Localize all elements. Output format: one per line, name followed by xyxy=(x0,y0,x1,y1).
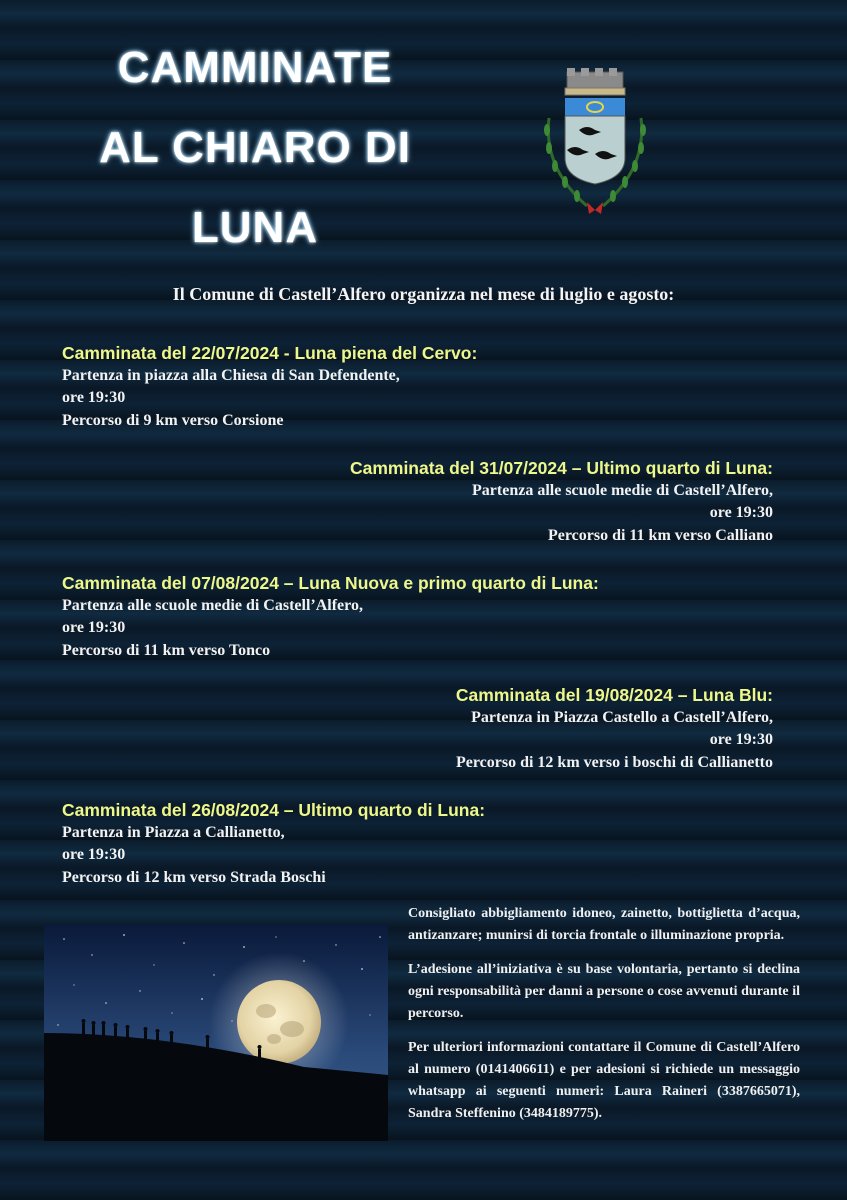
event-route: Percorso di 11 km verso Tonco xyxy=(62,641,271,659)
note-contacts: Per ulteriori informazioni contattare il Comune di Castell’Alfero al numero (0141406611) e per adesioni si richiede un messaggio whatsapp ai seguenti numeri: Laura Raineri (3387665071), Sandra Steffenino (3484189775). xyxy=(408,1040,800,1121)
note-liability: L’adesione all’iniziativa è su base volontaria, pertanto si declina ogni responsabilità per danni a persone o cose avvenuti durante il percorso. xyxy=(408,962,800,1021)
notes-block xyxy=(408,903,800,1137)
event-title: Camminata del 07/08/2024 – Luna Nuova e primo quarto di Luna: xyxy=(62,573,599,593)
intro-text: Il Comune di Castell’Alfero organizza nel mese di luglio e agosto: xyxy=(172,284,675,304)
event-start: Partenza in Piazza Castello a Castell’Alfero, xyxy=(471,708,773,726)
event-start: Partenza alle scuole medie di Castell’Alfero, xyxy=(472,481,773,499)
event-2 xyxy=(350,457,773,547)
title-line-2: AL CHIARO DI xyxy=(99,123,411,172)
event-time: ore 19:30 xyxy=(62,619,126,636)
event-start: Partenza alle scuole medie di Castell’Alfero, xyxy=(62,596,363,614)
note-equipment: Consigliato abbigliamento idoneo, zainetto, bottiglietta d’acqua, antizanzare; munirsi di torcia frontale o illuminazione propria. xyxy=(408,906,800,943)
event-time: ore 19:30 xyxy=(62,846,126,863)
event-1 xyxy=(62,342,477,432)
event-route: Percorso di 11 km verso Calliano xyxy=(547,526,773,544)
event-4 xyxy=(456,684,773,774)
coat-of-arms-icon xyxy=(535,68,655,218)
poster-title xyxy=(60,28,450,268)
event-route: Percorso di 12 km verso Strada Boschi xyxy=(62,868,326,886)
event-title: Camminata del 26/08/2024 – Ultimo quarto di Luna: xyxy=(62,800,486,820)
event-title: Camminata del 19/08/2024 – Luna Blu: xyxy=(455,685,773,705)
event-route: Percorso di 12 km verso i boschi di Callianetto xyxy=(455,753,773,771)
event-title: Camminata del 31/07/2024 – Ultimo quarto di Luna: xyxy=(349,458,773,478)
event-5 xyxy=(62,799,485,889)
title-line-1: CAMMINATE xyxy=(117,43,393,92)
event-route: Percorso di 9 km verso Corsione xyxy=(62,411,284,429)
event-time: ore 19:30 xyxy=(709,731,773,748)
event-start: Partenza in Piazza a Callianetto, xyxy=(62,823,285,841)
event-time: ore 19:30 xyxy=(709,504,773,521)
event-3 xyxy=(62,572,599,662)
event-start: Partenza in piazza alla Chiesa di San Defendente, xyxy=(62,366,400,384)
event-title: Camminata del 22/07/2024 - Luna piena del Cervo: xyxy=(62,343,478,363)
event-time: ore 19:30 xyxy=(62,389,126,406)
full-moon-hikers-photo xyxy=(44,925,388,1141)
title-line-3: LUNA xyxy=(191,203,319,252)
